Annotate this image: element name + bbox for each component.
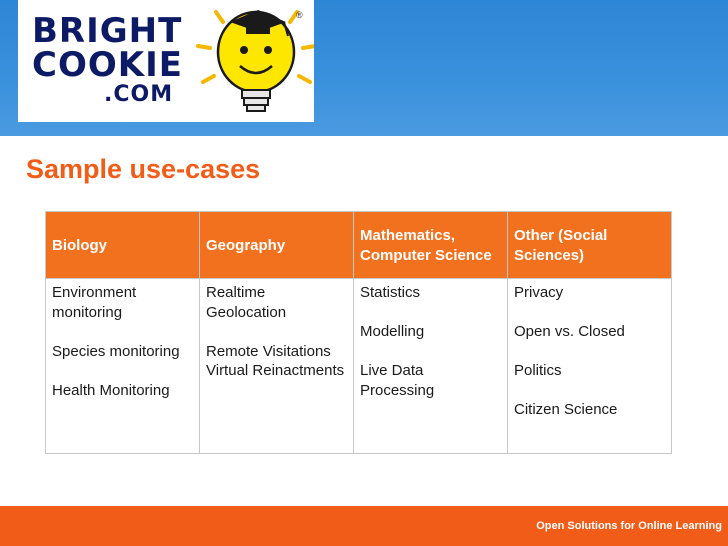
cell-entry: Realtime Geolocation <box>206 284 287 321</box>
cell-mathematics <box>354 279 508 454</box>
brightcookie-logo <box>18 0 314 122</box>
cell-spacer <box>360 303 501 323</box>
cell-geography <box>200 279 354 454</box>
header-mathematics: Mathematics, Computer Science <box>354 212 508 279</box>
cell-entry: Health Monitoring <box>52 381 170 399</box>
cell-entry: Environment monitoring <box>52 284 137 321</box>
table-row <box>46 279 672 454</box>
header-geography: Geography <box>200 212 354 279</box>
cell-entry: Modelling <box>360 323 425 340</box>
registered-mark: ® <box>296 10 303 20</box>
cell-entry: Open vs. Closed <box>514 323 625 340</box>
cell-spacer <box>52 322 193 342</box>
cell-spacer <box>514 303 665 323</box>
table-header-row <box>46 212 672 279</box>
cell-biology <box>46 279 200 454</box>
cell-spacer <box>206 322 347 342</box>
header-other: Other (Social Sciences) <box>508 212 672 279</box>
cell-entry: Politics <box>514 362 562 379</box>
cell-entry: Species monitoring <box>52 342 180 360</box>
page-title: Sample use-cases <box>26 154 261 184</box>
use-cases-table-wrap <box>45 211 672 454</box>
cell-spacer <box>360 342 501 362</box>
cell-spacer <box>514 381 665 401</box>
cell-spacer <box>52 361 193 381</box>
cell-entry: Privacy <box>514 284 564 301</box>
footer-band <box>0 506 728 546</box>
logo-word-cookie: COOKIE <box>32 45 183 85</box>
cell-spacer <box>514 342 665 362</box>
cell-entry: Live Data Processing <box>360 362 435 399</box>
cell-entry: Statistics <box>360 284 421 301</box>
header-biology: Biology <box>46 212 200 279</box>
logo-word-com: .COM <box>104 82 174 107</box>
cell-entry: Virtual Reinactments <box>206 362 345 379</box>
use-cases-table <box>45 211 672 454</box>
cell-other <box>508 279 672 454</box>
cell-entry: Citizen Science <box>514 401 618 418</box>
cell-entry: Remote Visitations <box>206 342 331 360</box>
logo-word-bright: BRIGHT <box>32 11 183 51</box>
footer-tagline: Open Solutions for Online Learning <box>536 520 722 532</box>
logo-wordmark <box>32 11 207 108</box>
